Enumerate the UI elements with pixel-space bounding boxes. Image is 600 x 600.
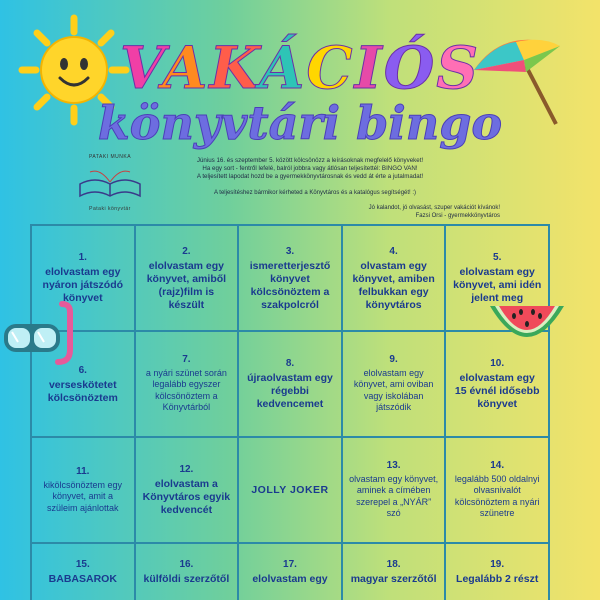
cell-text: BABASAROK bbox=[48, 573, 117, 585]
bingo-cell-12[interactable] bbox=[135, 437, 239, 543]
cell-number: 18. bbox=[386, 559, 401, 570]
cell-number: 1. bbox=[78, 252, 87, 263]
title-letter: S bbox=[436, 34, 481, 102]
cell-text: olvastam egy könyvet, aminek a címében szerepel a „NYÁR” szó bbox=[349, 473, 439, 519]
cell-text: olvastam egy könyvet, amiben felbukkan egy könyvtáros bbox=[352, 259, 435, 311]
title-letter: Ó bbox=[383, 34, 437, 102]
watermelon-icon bbox=[486, 298, 568, 354]
cell-text: elolvastam egy könyvet, amiből (rajz)film is készült bbox=[146, 259, 227, 311]
bingo-cell-17[interactable] bbox=[238, 543, 342, 600]
cell-text: elolvastam a Könyvtáros egyik kedvencét bbox=[142, 478, 231, 516]
book-logo-icon bbox=[70, 154, 150, 212]
cell-text: elolvastam egy 15 évnél idősebb könyvet bbox=[454, 372, 540, 410]
cell-number: 7. bbox=[182, 354, 191, 366]
cell-text: verseskötetet kölcsönöztem bbox=[47, 378, 118, 404]
bingo-cell-4[interactable] bbox=[342, 225, 446, 331]
title-letter: C bbox=[306, 34, 355, 102]
instruction-line: Ha egy sort - fentről lefelé, balról jobbra vagy átlósan teljesítettél: BINGO VAN! bbox=[202, 165, 418, 172]
cell-text: ismeretterjesztő könyvet kölcsönöztem a szakpolcról bbox=[249, 259, 331, 311]
logo-top-text: PATAKI MUNKA bbox=[88, 154, 132, 160]
bingo-cell-14[interactable] bbox=[445, 437, 549, 543]
help-note: A teljesítéshez bármikor kérheted a Könyvtáros és a katalógus segítségét! :) bbox=[213, 190, 417, 196]
cell-text: elolvastam egy könyvet, ami idén jelent meg bbox=[453, 266, 542, 304]
signature-line: Jó kalandot, jó olvasást, szuper vakációt kívánok! bbox=[368, 205, 500, 211]
cell-number: 11. bbox=[76, 466, 90, 477]
cell-text: kikölcsönöztem egy könyvet, amit a szüleim ajánlottak bbox=[43, 479, 123, 513]
cell-number: 16. bbox=[179, 559, 194, 570]
instructions bbox=[160, 157, 460, 181]
signature bbox=[300, 205, 500, 220]
cell-number: 4. bbox=[389, 245, 398, 257]
bingo-cell-16[interactable] bbox=[135, 543, 239, 600]
cell-number: 17. bbox=[283, 559, 297, 570]
cell-number: 12. bbox=[179, 464, 194, 475]
signature-line: Fazsi Orsi - gyermekkönyvtáros bbox=[415, 212, 500, 219]
instruction-line: Június 16. és szeptember 5. között kölcsönözz a leírásoknak megfelelő könyveket! bbox=[196, 157, 424, 164]
cell-number: 3. bbox=[285, 245, 295, 257]
cell-text: elolvastam egy bbox=[252, 573, 328, 585]
bingo-cell-11[interactable] bbox=[31, 437, 135, 543]
snorkel-mask-icon bbox=[0, 300, 80, 370]
cell-text: újraolvastam egy régebbi kedvencemet bbox=[247, 372, 333, 410]
bingo-cell-18[interactable] bbox=[342, 543, 446, 600]
cell-number: 5. bbox=[493, 252, 502, 263]
cell-number: 15. bbox=[75, 559, 90, 570]
title-line-2: könyvtári bingo bbox=[97, 96, 503, 150]
cell-number: 9. bbox=[389, 354, 398, 366]
cell-text: magyar szerzőtől bbox=[350, 573, 437, 585]
cell-number: 19. bbox=[490, 559, 505, 570]
title-letter: I bbox=[354, 34, 384, 102]
cell-text: JOLLY JOKER bbox=[251, 483, 329, 496]
bingo-cell-3[interactable] bbox=[238, 225, 342, 331]
bingo-grid bbox=[30, 224, 550, 600]
title-letter: V bbox=[119, 34, 163, 102]
bingo-cell-2[interactable] bbox=[135, 225, 239, 331]
cell-number: 8. bbox=[285, 358, 295, 369]
logo-bottom-text: Pataki könyvtár bbox=[89, 206, 131, 212]
cell-text: elolvastam egy könyvet, ami oviban vagy iskolában játszódik bbox=[353, 367, 434, 413]
bingo-cell-8[interactable] bbox=[238, 331, 342, 437]
cell-text: külföldi szerzőtől bbox=[143, 573, 230, 585]
bingo-cell-7[interactable] bbox=[135, 331, 239, 437]
cell-number: 10. bbox=[490, 358, 505, 369]
bingo-cell-9[interactable] bbox=[342, 331, 446, 437]
cell-number: 14. bbox=[490, 460, 505, 472]
bingo-cell-19[interactable] bbox=[445, 543, 549, 600]
title-letter: A bbox=[162, 34, 210, 102]
cell-number: 6. bbox=[78, 364, 87, 376]
title-letter: K bbox=[209, 34, 260, 102]
bingo-cell-joker[interactable] bbox=[238, 437, 342, 543]
cell-text: elolvastam egy nyáron játszódó könyvet bbox=[42, 266, 124, 304]
cell-text: Legalább 2 részt bbox=[456, 573, 539, 585]
title-letter: Á bbox=[259, 34, 307, 102]
cell-number: 13. bbox=[386, 460, 401, 472]
instruction-line: A teljesített lapodat hozd be a gyermekkönyvtárosnak és vedd át érte a jutalmadat! bbox=[196, 173, 424, 180]
title-line-1 bbox=[0, 34, 600, 102]
cell-number: 2. bbox=[182, 245, 191, 257]
cell-text: a nyári szünet során legalább egyszer kölcsönöztem a Könyvtárból bbox=[145, 367, 227, 413]
bingo-cell-15[interactable] bbox=[31, 543, 135, 600]
cell-text: legalább 500 oldalnyi olvasnivalót kölcsönöztem a nyári szünetre bbox=[454, 473, 540, 519]
bingo-cell-13[interactable] bbox=[342, 437, 446, 543]
